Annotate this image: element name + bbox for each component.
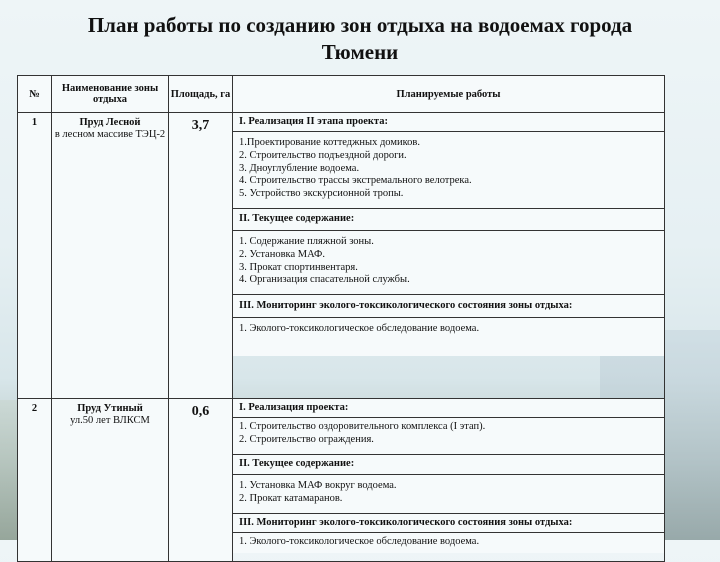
- zone-area: 3,7: [169, 113, 233, 399]
- zone-name: Пруд Утиный: [77, 403, 143, 414]
- section-heading: III. Мониторинг эколого-токсикологического состояния зоны отдыха:: [233, 295, 664, 318]
- zone-location: ул.50 лет ВЛКСМ: [70, 415, 150, 426]
- table-row: [18, 113, 665, 399]
- list-item: 2. Прокат катамаранов.: [239, 492, 343, 504]
- title-line-2: Тюмени: [321, 40, 399, 64]
- section-items: [233, 132, 664, 209]
- list-item: 1. Эколого-токсикологическое обследование водоема.: [239, 536, 480, 547]
- header-num: №: [18, 76, 52, 113]
- header-name: Наименование зоны отдыха: [52, 76, 169, 113]
- section-heading: II. Текущее содержание:: [233, 209, 664, 231]
- page-title: [0, 12, 720, 66]
- section-items: [233, 475, 664, 514]
- section-heading: I. Реализация проекта:: [233, 399, 664, 418]
- zone-location: в лесном массиве ТЭЦ-2: [54, 129, 166, 140]
- list-item: 1. Содержание пляжной зоны.: [239, 236, 374, 247]
- zone-name: Пруд Лесной: [79, 117, 141, 128]
- title-line-1: План работы по созданию зон отдыха на водоемах города: [87, 13, 633, 37]
- section-heading: I. Реализация II этапа проекта:: [233, 113, 664, 132]
- list-item: 1. Эколого-токсикологическое обследование водоема.: [239, 323, 480, 334]
- list-item: 2. Строительство ограждения.: [239, 433, 374, 445]
- section-heading: II. Текущее содержание:: [233, 455, 664, 475]
- row-number: 1: [18, 113, 52, 399]
- list-item: 1. Строительство оздоровительного комплекса (I этап).: [239, 421, 486, 432]
- row-number: 2: [18, 399, 52, 562]
- works-cell: [233, 113, 665, 399]
- list-item: 3. Прокат спортинвентаря.: [239, 261, 358, 273]
- list-item: 4. Организация спасательной службы.: [239, 274, 410, 286]
- section-heading: III. Мониторинг эколого-токсикологического состояния зоны отдыха:: [233, 514, 664, 533]
- list-item: 4. Строительство трассы экстремального велотрека.: [239, 175, 472, 187]
- zone-name-cell: [52, 399, 169, 562]
- list-item: 5. Устройство экскурсионной тропы.: [239, 188, 404, 200]
- section-items: [233, 418, 664, 455]
- header-area: Площадь, га: [169, 76, 233, 113]
- list-item: 1. Установка МАФ вокруг водоема.: [239, 480, 397, 491]
- list-item: 1.Проектирование коттеджных домиков.: [239, 137, 421, 148]
- section-items: [233, 231, 664, 295]
- works-cell: [233, 399, 665, 562]
- header-works: Планируемые работы: [233, 76, 665, 113]
- section-items: [233, 533, 664, 553]
- section-items: [233, 318, 664, 356]
- list-item: 2. Установка МАФ.: [239, 248, 325, 260]
- list-item: 3. Дноуглубление водоема.: [239, 162, 360, 174]
- zone-area: 0,6: [169, 399, 233, 562]
- table-row: [18, 399, 665, 562]
- work-plan-table: [17, 75, 665, 562]
- zone-name-cell: [52, 113, 169, 399]
- table-header-row: [18, 76, 665, 113]
- list-item: 2. Строительство подъездной дороги.: [239, 149, 407, 161]
